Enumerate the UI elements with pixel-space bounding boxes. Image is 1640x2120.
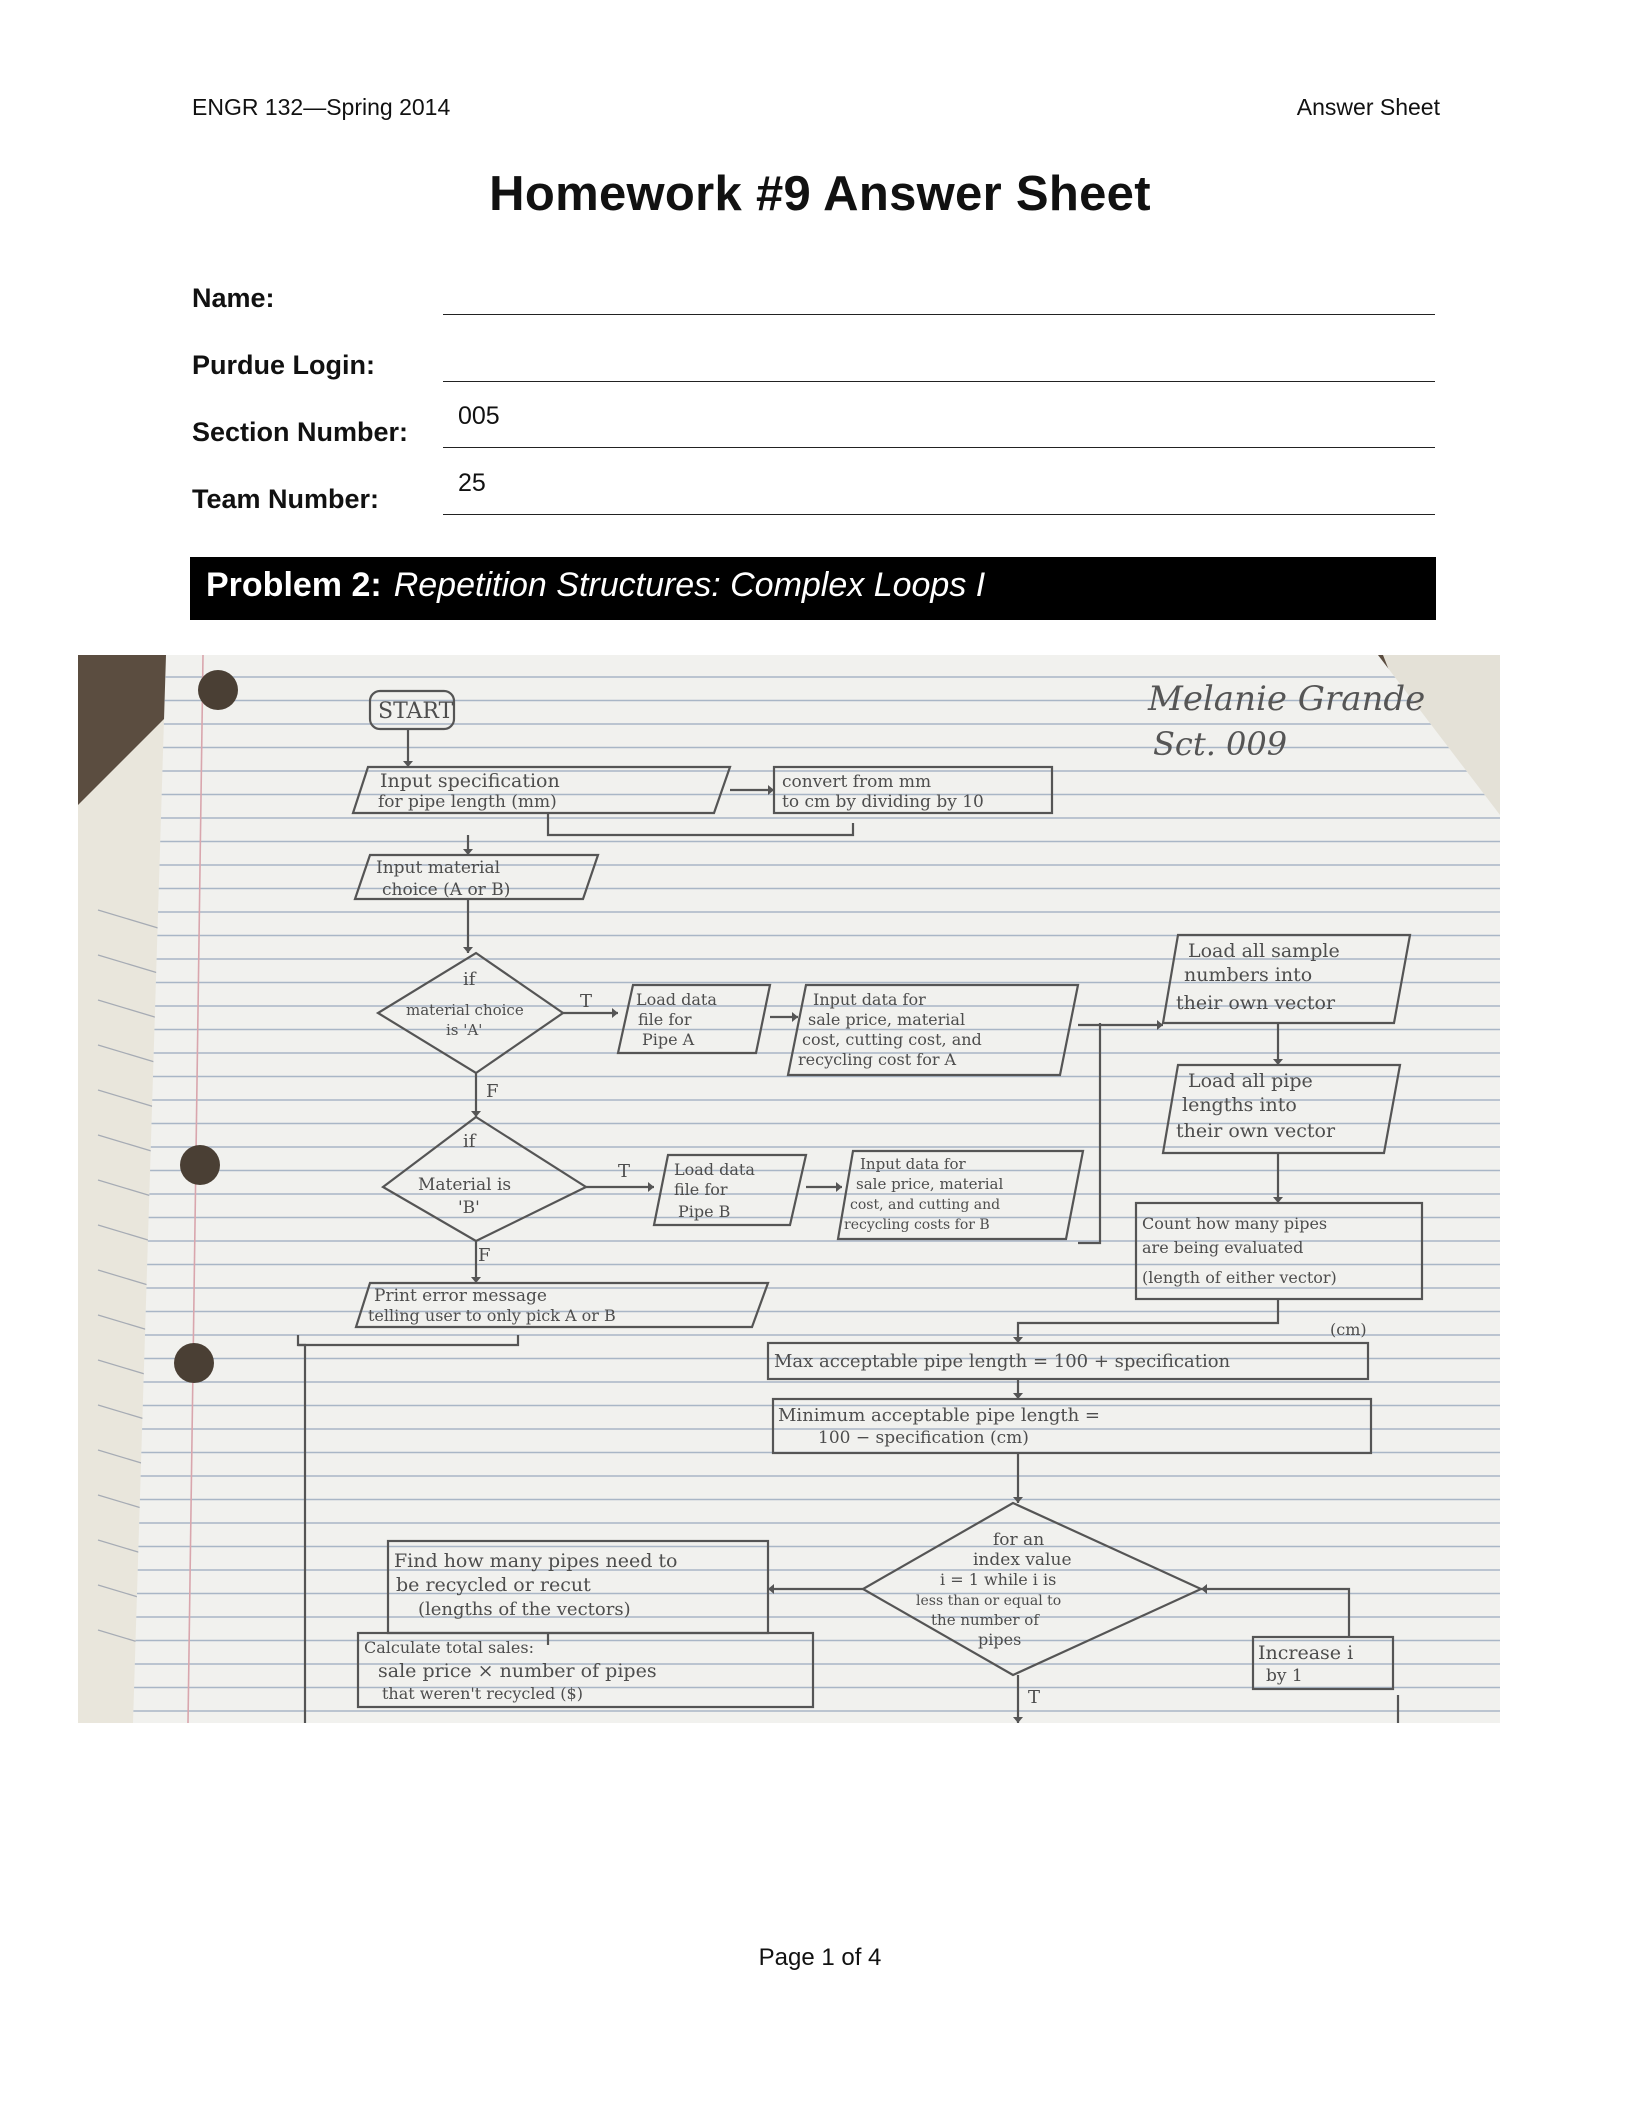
load-lengths-line1: Load all pipe <box>1188 1070 1313 1092</box>
min-length-line1: Minimum acceptable pipe length = <box>778 1405 1101 1426</box>
login-label: Purdue Login: <box>192 350 375 380</box>
loop-line5: the number of <box>931 1611 1039 1629</box>
load-a-line1: Load data <box>636 990 717 1009</box>
problem-topic: Repetition Structures: Complex Loops I <box>393 566 986 604</box>
input-data-a-line3: cost, cutting cost, and <box>802 1030 982 1049</box>
find-recycled-line1: Find how many pipes need to <box>394 1550 678 1572</box>
cm-note: (cm) <box>1330 1320 1367 1339</box>
load-samples-line3: their own vector <box>1176 992 1336 1014</box>
convert-line1: convert from mm <box>782 772 932 792</box>
input-data-b-line4: recycling costs for B <box>844 1217 990 1233</box>
convert-line2: to cm by dividing by 10 <box>782 792 984 812</box>
label-f-b: F <box>478 1245 491 1266</box>
load-a-line2: file for <box>638 1010 692 1029</box>
sheet-label: Answer Sheet <box>1296 94 1440 120</box>
input-data-a-line2: sale price, material <box>808 1010 966 1029</box>
input-data-b-line3: cost, and cutting and <box>850 1197 1001 1213</box>
count-pipes-line3: (length of either vector) <box>1142 1268 1337 1287</box>
start-label: START <box>378 699 454 724</box>
decision-b-line1: if <box>463 1131 476 1152</box>
increase-line1: Increase i <box>1258 1642 1354 1664</box>
print-error-line1: Print error message <box>374 1286 547 1306</box>
label-t-loop: T <box>1028 1687 1041 1708</box>
problem-number: Problem 2: <box>206 566 382 604</box>
decision-b-line3: 'B' <box>458 1198 480 1218</box>
load-samples-line1: Load all sample <box>1188 940 1340 962</box>
decision-a-line1: if <box>463 969 476 990</box>
load-a-line3: Pipe A <box>642 1030 695 1049</box>
load-b-line3: Pipe B <box>678 1202 731 1221</box>
flowchart-photo <box>78 655 1500 1723</box>
page-title: Homework #9 Answer Sheet <box>489 167 1151 221</box>
input-spec-line2: for pipe length (mm) <box>378 792 557 812</box>
load-b-line2: file for <box>674 1180 728 1199</box>
login-line <box>443 381 1435 382</box>
loop-line6: pipes <box>978 1630 1022 1649</box>
count-pipes-line1: Count how many pipes <box>1142 1214 1328 1233</box>
input-data-b-line1: Input data for <box>860 1155 966 1173</box>
team-field[interactable]: 25 <box>458 469 486 497</box>
course-header: ENGR 132—Spring 2014 <box>192 94 451 120</box>
load-lengths-line2: lengths into <box>1182 1094 1297 1116</box>
min-length-line2: 100 − specification (cm) <box>818 1428 1029 1448</box>
decision-a-line2: material choice <box>406 1001 524 1019</box>
find-recycled-line2: be recycled or recut <box>396 1574 591 1596</box>
load-b-line1: Load data <box>674 1160 755 1179</box>
count-pipes-line2: are being evaluated <box>1142 1238 1304 1257</box>
max-length-text: Max acceptable pipe length = 100 + specification <box>774 1351 1231 1372</box>
label-t-b: T <box>618 1161 631 1182</box>
total-sales-line2: sale price × number of pipes <box>378 1660 657 1682</box>
load-lengths-line3: their own vector <box>1176 1120 1336 1142</box>
input-data-b-line2: sale price, material <box>856 1175 1004 1193</box>
input-data-a-line4: recycling cost for A <box>798 1050 957 1069</box>
total-sales-line1: Calculate total sales: <box>364 1638 534 1657</box>
problem-heading <box>190 557 1436 620</box>
total-sales-line3: that weren't recycled ($) <box>382 1684 583 1703</box>
label-f-a: F <box>486 1081 499 1102</box>
team-line <box>443 514 1435 515</box>
team-label: Team Number: <box>192 484 380 514</box>
decision-a-line3: is 'A' <box>446 1021 483 1039</box>
increase-line2: by 1 <box>1266 1666 1303 1686</box>
section-line <box>443 447 1435 448</box>
loop-line3: i = 1 while i is <box>940 1570 1057 1589</box>
input-material-line1: Input material <box>376 858 501 878</box>
decision-b-line2: Material is <box>418 1175 512 1195</box>
name-label: Name: <box>192 283 275 313</box>
author-name: Melanie Grande <box>1148 679 1426 719</box>
section-field[interactable]: 005 <box>458 402 500 430</box>
print-error-line2: telling user to only pick A or B <box>368 1306 616 1325</box>
find-recycled-line3: (lengths of the vectors) <box>418 1599 631 1620</box>
loop-line2: index value <box>973 1550 1072 1570</box>
page-footer: Page 1 of 4 <box>758 1944 882 1971</box>
load-samples-line2: numbers into <box>1184 964 1313 986</box>
loop-line4: less than or equal to <box>916 1593 1062 1609</box>
section-note: Sct. 009 <box>1153 725 1288 763</box>
loop-line1: for an <box>993 1530 1045 1550</box>
name-line <box>443 314 1435 315</box>
photo-background <box>78 655 1500 1723</box>
label-t-a: T <box>580 991 593 1012</box>
input-data-a-line1: Input data for <box>813 990 926 1009</box>
section-label: Section Number: <box>192 417 409 447</box>
input-spec-line1: Input specification <box>380 770 560 792</box>
input-material-line2: choice (A or B) <box>382 880 511 900</box>
